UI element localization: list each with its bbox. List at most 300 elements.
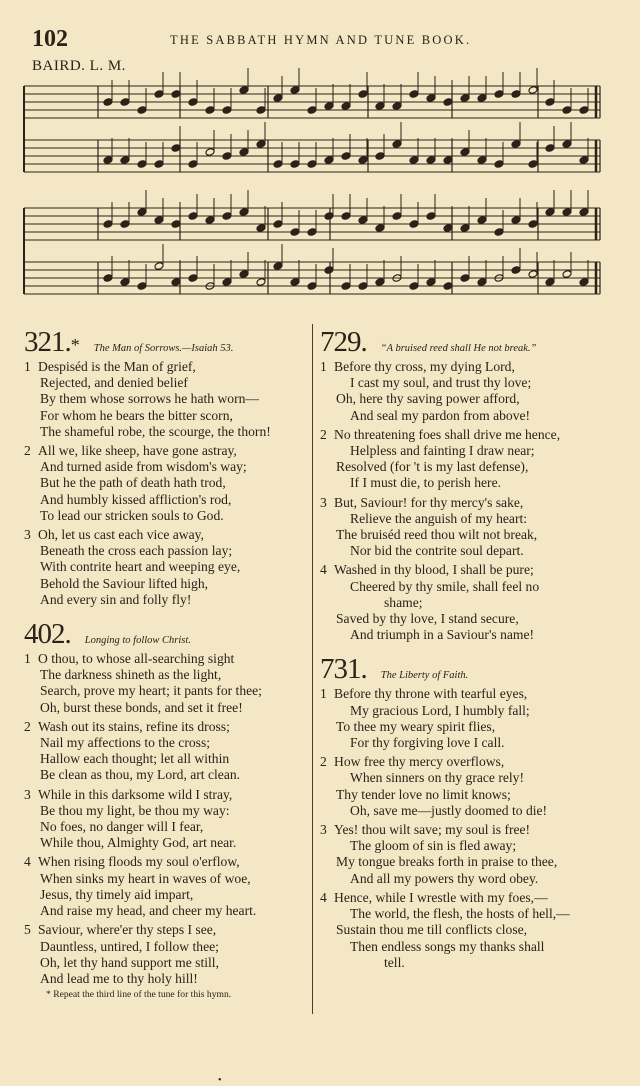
line-text: When rising floods my soul o'erflow, bbox=[38, 854, 240, 870]
note-head bbox=[511, 216, 521, 225]
line-text: To thee my weary spirit flies, bbox=[336, 718, 496, 734]
verse-line bbox=[320, 375, 620, 391]
note-head bbox=[477, 156, 487, 165]
verse-line bbox=[320, 443, 620, 459]
note-head bbox=[426, 156, 436, 165]
verse-line bbox=[24, 592, 304, 608]
verse bbox=[24, 787, 304, 852]
verse-line bbox=[320, 754, 620, 770]
verse-line bbox=[24, 667, 304, 683]
verse-line bbox=[24, 683, 304, 699]
verse bbox=[24, 527, 304, 608]
note-head bbox=[545, 208, 555, 217]
note-head bbox=[392, 140, 402, 149]
note-head bbox=[494, 160, 504, 169]
note-head bbox=[154, 160, 164, 169]
line-text: But, Saviour! for thy mercy's sake, bbox=[334, 494, 524, 510]
verse-line bbox=[320, 871, 620, 887]
note-head bbox=[375, 224, 385, 233]
verse-line bbox=[320, 906, 620, 922]
note-head bbox=[307, 160, 317, 169]
line-text: Washed in thy blood, I shall be pure; bbox=[334, 562, 534, 578]
line-text: Be thou my light, be thou my way: bbox=[40, 802, 230, 818]
note-head bbox=[426, 278, 436, 287]
line-text: Resolved (for 't is my last defense), bbox=[336, 459, 529, 475]
note-head bbox=[120, 98, 130, 107]
verse bbox=[320, 359, 620, 424]
verse-number: 2 bbox=[320, 426, 327, 442]
note-head bbox=[273, 220, 283, 229]
tune-name: BAIRD. L. M. bbox=[32, 58, 126, 74]
verse bbox=[320, 754, 620, 819]
line-text: Oh, burst these bonds, and set it free! bbox=[40, 699, 243, 715]
verse-line bbox=[320, 543, 620, 559]
verse-line bbox=[24, 955, 304, 971]
verse-line bbox=[320, 735, 620, 751]
verse-line bbox=[24, 492, 304, 508]
note-head bbox=[137, 208, 147, 217]
verse-number: 1 bbox=[24, 359, 31, 374]
verse-line bbox=[320, 770, 620, 786]
verse-number: 3 bbox=[320, 494, 327, 510]
note-head bbox=[222, 278, 232, 287]
verse bbox=[320, 495, 620, 560]
verse-number: 4 bbox=[24, 854, 31, 870]
line-text: The shameful robe, the scourge, the thorn! bbox=[40, 423, 271, 439]
note-head bbox=[494, 228, 504, 237]
line-text: The world, the flesh, the hosts of hell,— bbox=[350, 906, 570, 922]
note-head bbox=[358, 282, 368, 291]
note-head bbox=[137, 282, 147, 291]
page-mark: • bbox=[218, 1075, 222, 1086]
note-head bbox=[562, 208, 572, 217]
line-text: When sinks my heart in waves of woe, bbox=[40, 870, 251, 886]
verse-line bbox=[320, 627, 620, 643]
note-head bbox=[545, 98, 555, 107]
verse-line bbox=[24, 767, 304, 783]
line-text: shame; bbox=[384, 594, 423, 610]
note-head bbox=[239, 86, 249, 95]
note-head bbox=[426, 212, 436, 221]
verse-line bbox=[24, 735, 304, 751]
note-head bbox=[477, 94, 487, 103]
verse bbox=[320, 562, 620, 643]
line-text: I cast my soul, and trust thy love; bbox=[350, 375, 532, 391]
hymn-number: 729. bbox=[320, 326, 367, 358]
line-text: And turned aside from wisdom's way; bbox=[40, 459, 247, 475]
note-head bbox=[511, 266, 521, 275]
note-head bbox=[545, 278, 555, 287]
line-text: How free thy mercy overflows, bbox=[334, 754, 505, 770]
line-text: Oh, here thy saving power afford, bbox=[336, 391, 520, 407]
note-head bbox=[137, 160, 147, 169]
verse-number: 1 bbox=[320, 359, 327, 374]
hymn bbox=[320, 326, 620, 643]
verse-number: 4 bbox=[320, 562, 327, 578]
note-head bbox=[375, 152, 385, 161]
verse-line bbox=[320, 595, 620, 611]
verse-line bbox=[320, 579, 620, 595]
verse-line bbox=[24, 835, 304, 851]
note-head bbox=[341, 152, 351, 161]
verse-line bbox=[320, 686, 620, 702]
hymn-header bbox=[320, 326, 620, 356]
line-text: Relieve the anguish of my heart: bbox=[350, 510, 528, 526]
verse-number: 2 bbox=[24, 443, 31, 459]
verse-line bbox=[320, 787, 620, 803]
note-head bbox=[256, 278, 266, 287]
line-text: Helpless and fainting I draw near; bbox=[350, 443, 535, 459]
note-head bbox=[222, 152, 232, 161]
verse-line bbox=[320, 939, 620, 955]
note-head bbox=[188, 212, 198, 221]
line-text: Oh, let us cast each vice away, bbox=[38, 527, 204, 543]
verse-line bbox=[24, 576, 304, 592]
note-head bbox=[273, 160, 283, 169]
verse-line bbox=[24, 443, 304, 459]
note-head bbox=[477, 216, 487, 225]
line-text: The gloom of sin is fled away; bbox=[350, 838, 517, 854]
note-head bbox=[409, 282, 419, 291]
line-text: Behold the Saviour lifted high, bbox=[40, 575, 209, 591]
line-text: Sustain thou me till conflicts close, bbox=[336, 922, 528, 938]
note-head bbox=[307, 228, 317, 237]
verse-number: 4 bbox=[320, 889, 327, 905]
note-head bbox=[324, 212, 334, 221]
note-head bbox=[307, 106, 317, 115]
verse-line bbox=[320, 838, 620, 854]
line-text: Jesus, thy timely aid impart, bbox=[40, 886, 194, 902]
line-text: And humbly kissed affliction's rod, bbox=[40, 491, 232, 507]
note-head bbox=[324, 102, 334, 111]
note-head bbox=[562, 140, 572, 149]
note-head bbox=[341, 212, 351, 221]
note-head bbox=[103, 220, 113, 229]
line-text: My gracious Lord, I humbly fall; bbox=[350, 702, 530, 718]
note-head bbox=[579, 208, 589, 217]
verse-number: 3 bbox=[24, 786, 31, 802]
line-text: Before thy cross, my dying Lord, bbox=[334, 359, 515, 374]
hymn-header bbox=[320, 653, 620, 686]
line-text: Oh, save me—justly doomed to die! bbox=[350, 802, 548, 818]
verse-line bbox=[24, 819, 304, 835]
verse-line bbox=[320, 527, 620, 543]
line-text: Saviour, where'er thy steps I see, bbox=[38, 922, 217, 938]
line-text: Nail my affections to the cross; bbox=[40, 735, 211, 751]
note-head bbox=[460, 148, 470, 157]
verse-line bbox=[320, 955, 620, 971]
line-text: O thou, to whose all-searching sight bbox=[38, 651, 235, 667]
verse-line bbox=[320, 359, 620, 375]
verse-line bbox=[24, 854, 304, 870]
verse-line bbox=[24, 527, 304, 543]
verse-line bbox=[24, 424, 304, 440]
verse-number: 2 bbox=[320, 754, 327, 770]
verse-line bbox=[24, 903, 304, 919]
note-head bbox=[256, 106, 266, 115]
hymn-number: 731. bbox=[320, 653, 367, 686]
note-head bbox=[205, 148, 215, 157]
note-head bbox=[528, 270, 538, 279]
verse-line bbox=[320, 922, 620, 938]
verse-line bbox=[24, 543, 304, 559]
note-head bbox=[460, 274, 470, 283]
line-text: Saved by thy love, I stand secure, bbox=[336, 611, 519, 627]
line-text: Thy tender love no limit knows; bbox=[336, 786, 511, 802]
note-head bbox=[290, 228, 300, 237]
verse-line bbox=[320, 459, 620, 475]
line-text: To lead our stricken souls to God. bbox=[40, 507, 224, 523]
note-head bbox=[341, 102, 351, 111]
note-head bbox=[120, 156, 130, 165]
page-number: 102 bbox=[32, 26, 68, 52]
verse-line bbox=[24, 408, 304, 424]
line-text: When sinners on thy grace rely! bbox=[350, 770, 525, 786]
line-text: Hallow each thought; let all within bbox=[40, 751, 230, 767]
line-text: The bruiséd reed thou wilt not break, bbox=[336, 527, 538, 543]
line-text: With contrite heart and weeping eye, bbox=[40, 559, 241, 575]
hymn bbox=[320, 653, 620, 970]
verse-number: 3 bbox=[24, 527, 31, 543]
verse-number: 2 bbox=[24, 718, 31, 734]
hymn bbox=[24, 326, 304, 608]
note-head bbox=[392, 102, 402, 111]
verse-number: 5 bbox=[24, 922, 31, 938]
verse bbox=[320, 686, 620, 751]
line-text: Search, prove my heart; it pants for thee; bbox=[40, 683, 262, 699]
line-text: The darkness shineth as the light, bbox=[40, 667, 222, 683]
note-head bbox=[409, 90, 419, 99]
note-head bbox=[358, 216, 368, 225]
note-head bbox=[103, 274, 113, 283]
line-text: Oh, let thy hand support me still, bbox=[40, 954, 219, 970]
verse-line bbox=[320, 495, 620, 511]
verse bbox=[24, 854, 304, 919]
note-head bbox=[103, 156, 113, 165]
note-head bbox=[460, 224, 470, 233]
running-head: THE SABBATH HYMN AND TUNE BOOK. bbox=[170, 33, 472, 47]
verse-line bbox=[320, 719, 620, 735]
line-text: But he the path of death hath trod, bbox=[40, 475, 226, 491]
line-text: Despiséd is the Man of grief, bbox=[38, 359, 196, 374]
verse-line bbox=[24, 359, 304, 375]
note-head bbox=[409, 156, 419, 165]
music-score bbox=[0, 0, 640, 330]
line-text: And lead me to thy holy hill! bbox=[40, 970, 198, 986]
line-text: And triumph in a Saviour's name! bbox=[350, 627, 535, 643]
line-text: Cheered by thy smile, shall feel no bbox=[350, 578, 540, 594]
note-head bbox=[154, 216, 164, 225]
note-head bbox=[579, 278, 589, 287]
verse-line bbox=[320, 803, 620, 819]
footnote: * Repeat the third line of the tune for this hymn. bbox=[46, 989, 232, 1001]
hymn-number: 321. bbox=[24, 326, 71, 358]
hymn-title: The Man of Sorrows.—Isaiah 53. bbox=[93, 343, 234, 354]
verse-line bbox=[24, 939, 304, 955]
note-head bbox=[341, 282, 351, 291]
verse bbox=[24, 651, 304, 716]
note-head bbox=[239, 270, 249, 279]
column-divider bbox=[312, 324, 313, 1014]
verse-line bbox=[320, 562, 620, 578]
line-text: Nor bid the contrite soul depart. bbox=[350, 543, 524, 559]
note-head bbox=[307, 282, 317, 291]
verse-line bbox=[24, 700, 304, 716]
verse-line bbox=[24, 651, 304, 667]
line-text: Be clean as thou, my Lord, art clean. bbox=[40, 767, 241, 783]
verse-line bbox=[24, 887, 304, 903]
verse-line bbox=[24, 971, 304, 987]
verse-line bbox=[24, 871, 304, 887]
verse-line bbox=[320, 391, 620, 407]
line-text: tell. bbox=[384, 954, 405, 970]
line-text: Dauntless, untired, I follow thee; bbox=[40, 938, 219, 954]
verse-line bbox=[24, 475, 304, 491]
verse-line bbox=[320, 475, 620, 491]
note-head bbox=[137, 106, 147, 115]
note-head bbox=[511, 90, 521, 99]
line-text: Before thy throne with tearful eyes, bbox=[334, 686, 528, 702]
hymn bbox=[24, 618, 304, 1000]
note-head bbox=[188, 160, 198, 169]
verse-line bbox=[320, 611, 620, 627]
line-text: No foes, no danger will I fear, bbox=[40, 819, 204, 835]
line-text: And all my powers thy word obey. bbox=[350, 870, 539, 886]
note-head bbox=[120, 220, 130, 229]
note-head bbox=[358, 156, 368, 165]
note-head bbox=[222, 106, 232, 115]
verse-line bbox=[24, 391, 304, 407]
line-text: Then endless songs my thanks shall bbox=[350, 938, 545, 954]
verse-line bbox=[24, 459, 304, 475]
note-head bbox=[579, 106, 589, 115]
note-head bbox=[375, 102, 385, 111]
verse-line bbox=[24, 719, 304, 735]
note-head bbox=[154, 262, 164, 271]
hymn-title: Longing to follow Christ. bbox=[84, 635, 191, 647]
note-head bbox=[460, 94, 470, 103]
hymn-header bbox=[24, 326, 304, 356]
verse-line bbox=[320, 408, 620, 424]
note-head bbox=[426, 94, 436, 103]
verse-line bbox=[24, 375, 304, 391]
hymn-title: The Liberty of Faith. bbox=[380, 670, 469, 682]
note-head bbox=[392, 212, 402, 221]
line-text: While in this darksome wild I stray, bbox=[38, 786, 233, 802]
note-head bbox=[120, 278, 130, 287]
hymn-title: “A bruised reed shall He not break.” bbox=[380, 343, 537, 354]
verse bbox=[320, 890, 620, 971]
verse bbox=[320, 427, 620, 492]
note-head bbox=[528, 160, 538, 169]
note-head bbox=[494, 90, 504, 99]
verse-line bbox=[320, 822, 620, 838]
note-head bbox=[154, 90, 164, 99]
verse-line bbox=[24, 787, 304, 803]
line-text: Wash out its stains, refine its dross; bbox=[38, 718, 230, 734]
line-text: While thou, Almighty God, art near. bbox=[40, 835, 237, 851]
line-text: No threatening foes shall drive me hence, bbox=[334, 426, 561, 442]
verse-number: 3 bbox=[320, 822, 327, 838]
verse bbox=[24, 719, 304, 784]
verse-line bbox=[320, 890, 620, 906]
verse-line bbox=[24, 803, 304, 819]
line-text: And seal my pardon from above! bbox=[350, 407, 531, 423]
verse bbox=[24, 922, 304, 987]
note-head bbox=[256, 140, 266, 149]
verse-line bbox=[24, 559, 304, 575]
note-head bbox=[290, 160, 300, 169]
verse-number: 1 bbox=[24, 651, 31, 667]
verse-line bbox=[320, 703, 620, 719]
note-head bbox=[205, 106, 215, 115]
note-head bbox=[358, 90, 368, 99]
note-head bbox=[256, 224, 266, 233]
note-head bbox=[477, 278, 487, 287]
line-text: Rejected, and denied belief bbox=[40, 375, 188, 391]
note-head bbox=[103, 98, 113, 107]
line-text: And every sin and folly fly! bbox=[40, 591, 192, 607]
verse-line bbox=[320, 427, 620, 443]
line-text: And raise my head, and cheer my heart. bbox=[40, 903, 257, 919]
verse-line bbox=[24, 751, 304, 767]
note-head bbox=[273, 262, 283, 271]
note-head bbox=[324, 156, 334, 165]
verse-number: 1 bbox=[320, 686, 327, 702]
note-head bbox=[375, 278, 385, 287]
line-text: Yes! thou wilt save; my soul is free! bbox=[334, 822, 531, 838]
note-head bbox=[562, 270, 572, 279]
note-head bbox=[579, 156, 589, 165]
note-head bbox=[188, 274, 198, 283]
note-head bbox=[239, 208, 249, 217]
hymn-header bbox=[24, 618, 304, 651]
note-head bbox=[511, 140, 521, 149]
line-text: My tongue breaks forth in praise to thee, bbox=[336, 854, 558, 870]
verse-line bbox=[320, 511, 620, 527]
line-text: Beneath the cross each passion lay; bbox=[40, 543, 233, 559]
verse-line bbox=[24, 508, 304, 524]
line-text: Hence, while I wrestle with my foes,— bbox=[334, 889, 548, 905]
verse-line bbox=[320, 854, 620, 870]
line-text: For thy forgiving love I call. bbox=[350, 735, 505, 751]
line-text: By them whose sorrows he hath worn— bbox=[40, 391, 259, 407]
verse bbox=[24, 359, 304, 440]
note-head bbox=[409, 220, 419, 229]
verse bbox=[24, 443, 304, 524]
note-head bbox=[290, 278, 300, 287]
note-head bbox=[545, 144, 555, 153]
note-head bbox=[290, 86, 300, 95]
note-head bbox=[188, 98, 198, 107]
note-head bbox=[205, 216, 215, 225]
line-text: All we, like sheep, have gone astray, bbox=[38, 443, 237, 459]
verse bbox=[320, 822, 620, 887]
left-column bbox=[24, 326, 304, 1010]
right-column bbox=[320, 326, 620, 981]
note-head bbox=[562, 106, 572, 115]
note-head bbox=[239, 148, 249, 157]
note-head bbox=[528, 220, 538, 229]
footnote-mark: * bbox=[70, 335, 80, 355]
note-head bbox=[324, 266, 334, 275]
note-head bbox=[528, 86, 538, 95]
note-head bbox=[222, 212, 232, 221]
verse-line bbox=[24, 922, 304, 938]
line-text: If I must die, to perish here. bbox=[350, 475, 501, 491]
line-text: For whom he bears the bitter scorn, bbox=[40, 407, 233, 423]
note-head bbox=[273, 94, 283, 103]
